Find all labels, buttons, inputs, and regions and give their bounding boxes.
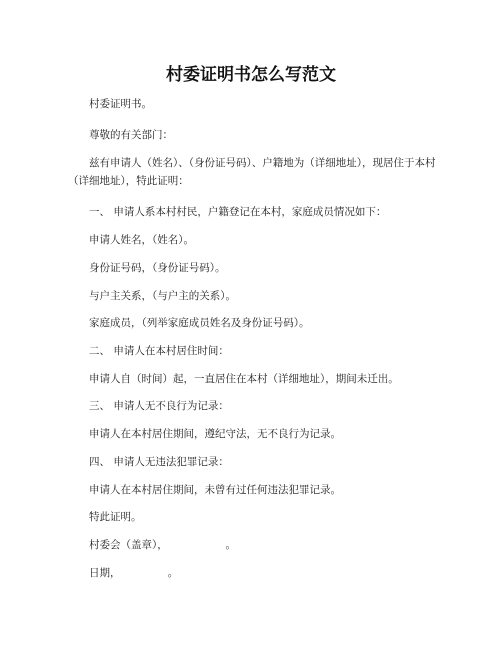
paragraph-section-2: 二、 申请人在本村居住时间： — [89, 345, 229, 357]
paragraph-section-1: 一、 申请人系本村村民，户籍登记在本村，家庭成员情况如下： — [89, 206, 387, 218]
paragraph-certification: 特此证明。 — [89, 511, 142, 523]
paragraph-applicant-name: 申请人姓名，（姓名）。 — [89, 234, 194, 246]
paragraph-no-bad-record: 申请人在本村居住期间，遵纪守法，无不良行为记录。 — [89, 428, 341, 440]
paragraph-family-members: 家庭成员，（列举家庭成员姓名及身份证号码）。 — [89, 317, 310, 329]
paragraph-residence-time: 申请人自（时间）起，一直居住在本村（详细地址），期间未迁出。 — [89, 373, 399, 385]
paragraph-salutation: 尊敬的有关部门： — [89, 129, 173, 141]
paragraph-heading: 村委证明书。 — [89, 98, 152, 110]
paragraph-intro: 兹有申请人（姓名）、（身份证号码）、户籍地为（详细地址），现居住于本村（详细地址），特此证明： — [68, 157, 436, 187]
paragraph-id-number: 身份证号码，（身份证号码）。 — [89, 262, 226, 274]
paragraph-section-4: 四、 申请人无违法犯罪记录： — [89, 456, 229, 468]
paragraph-no-criminal-record: 申请人在本村居住期间，未曾有过任何违法犯罪记录。 — [89, 484, 341, 496]
paragraph-relationship: 与户主关系，（与户主的关系）。 — [89, 290, 236, 302]
document-title: 村委证明书怎么写范文 — [166, 65, 336, 85]
paragraph-date: 日期， 。 — [89, 567, 179, 579]
paragraph-committee-seal: 村委会（盖章）， 。 — [89, 539, 236, 551]
paragraph-section-3: 三、 申请人无不良行为记录： — [89, 400, 229, 412]
